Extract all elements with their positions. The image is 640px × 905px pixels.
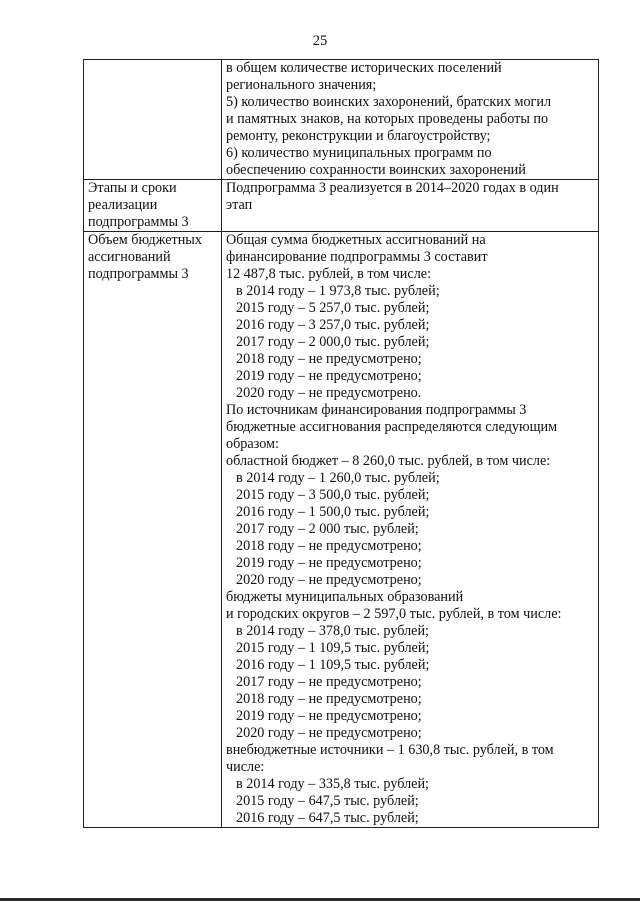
value-line: областной бюджет – 8 260,0 тыс. рублей, в том числе: xyxy=(226,453,551,469)
value-line: ремонту, реконструкции и благоустройству; xyxy=(226,128,491,144)
row-value-cell xyxy=(222,60,599,180)
row-value-cell xyxy=(222,180,599,232)
value-line: 2015 году – 3 500,0 тыс. рублей; xyxy=(236,487,430,503)
value-line: бюджеты муниципальных образований xyxy=(226,589,464,605)
bottom-rule xyxy=(0,898,640,901)
value-line: 5) количество воинских захоронений, братских могил xyxy=(226,94,552,110)
value-line: 12 487,8 тыс. рублей, в том числе: xyxy=(226,266,432,282)
value-line: в 2014 году – 378,0 тыс. рублей; xyxy=(236,623,429,639)
value-line: этап xyxy=(226,197,253,213)
page-number: 25 xyxy=(312,33,328,49)
value-line: 2018 году – не предусмотрено; xyxy=(236,351,422,367)
value-line: 2019 году – не предусмотрено; xyxy=(236,555,422,571)
value-line: регионального значения; xyxy=(226,77,377,93)
value-line: 2018 году – не предусмотрено; xyxy=(236,691,422,707)
value-line: числе: xyxy=(226,759,265,775)
value-line: обеспечению сохранности воинских захоронений xyxy=(226,162,526,178)
label-line: подпрограммы 3 xyxy=(88,266,189,282)
value-line: в 2014 году – 335,8 тыс. рублей; xyxy=(236,776,429,792)
label-line: подпрограммы 3 xyxy=(88,214,189,230)
value-line: 2016 году – 647,5 тыс. рублей; xyxy=(236,810,419,826)
value-line: Общая сумма бюджетных ассигнований на xyxy=(226,232,486,248)
value-line: 2019 году – не предусмотрено; xyxy=(236,708,422,724)
row-value-cell xyxy=(222,232,599,828)
value-line: 2015 году – 647,5 тыс. рублей; xyxy=(236,793,419,809)
table-row xyxy=(84,180,599,232)
program-passport-table xyxy=(83,59,599,828)
value-line: внебюджетные источники – 1 630,8 тыс. рублей, в том xyxy=(226,742,554,758)
value-line: 2020 году – не предусмотрено; xyxy=(236,725,422,741)
table-row xyxy=(84,232,599,828)
value-line: 2016 году – 1 109,5 тыс. рублей; xyxy=(236,657,430,673)
row-label-cell xyxy=(84,232,222,828)
value-line: бюджетные ассигнования распределяются следующим xyxy=(226,419,558,435)
value-line: 2017 году – не предусмотрено; xyxy=(236,674,422,690)
value-line: 2015 году – 5 257,0 тыс. рублей; xyxy=(236,300,430,316)
value-line: образом: xyxy=(226,436,279,452)
value-line: 2020 году – не предусмотрено; xyxy=(236,572,422,588)
label-line: реализации xyxy=(88,197,158,213)
value-line: 2015 году – 1 109,5 тыс. рублей; xyxy=(236,640,430,656)
value-line: 2016 году – 3 257,0 тыс. рублей; xyxy=(236,317,430,333)
table-body xyxy=(84,60,599,828)
value-line: Подпрограмма 3 реализуется в 2014–2020 годах в один xyxy=(226,180,559,196)
value-line: 2020 году – не предусмотрено. xyxy=(236,385,422,401)
value-line: 2017 году – 2 000 тыс. рублей; xyxy=(236,521,419,537)
label-line: Этапы и сроки xyxy=(88,180,177,196)
value-line: в 2014 году – 1 973,8 тыс. рублей; xyxy=(236,283,440,299)
value-line: и памятных знаков, на которых проведены работы по xyxy=(226,111,549,127)
row-label-cell xyxy=(84,180,222,232)
value-line: в общем количестве исторических поселений xyxy=(226,60,502,76)
value-line: 2017 году – 2 000,0 тыс. рублей; xyxy=(236,334,430,350)
value-line: 2019 году – не предусмотрено; xyxy=(236,368,422,384)
value-line: и городских округов – 2 597,0 тыс. рублей, в том числе: xyxy=(226,606,562,622)
value-line: 2016 году – 1 500,0 тыс. рублей; xyxy=(236,504,430,520)
value-line: в 2014 году – 1 260,0 тыс. рублей; xyxy=(236,470,440,486)
label-line: Объем бюджетных xyxy=(88,232,202,248)
value-line: 6) количество муниципальных программ по xyxy=(226,145,492,161)
value-line: По источникам финансирования подпрограммы 3 xyxy=(226,402,527,418)
label-line: ассигнований xyxy=(88,249,171,265)
value-line: 2018 году – не предусмотрено; xyxy=(236,538,422,554)
value-line: финансирование подпрограммы 3 составит xyxy=(226,249,488,265)
table-row xyxy=(84,60,599,180)
row-label-cell xyxy=(84,60,222,180)
